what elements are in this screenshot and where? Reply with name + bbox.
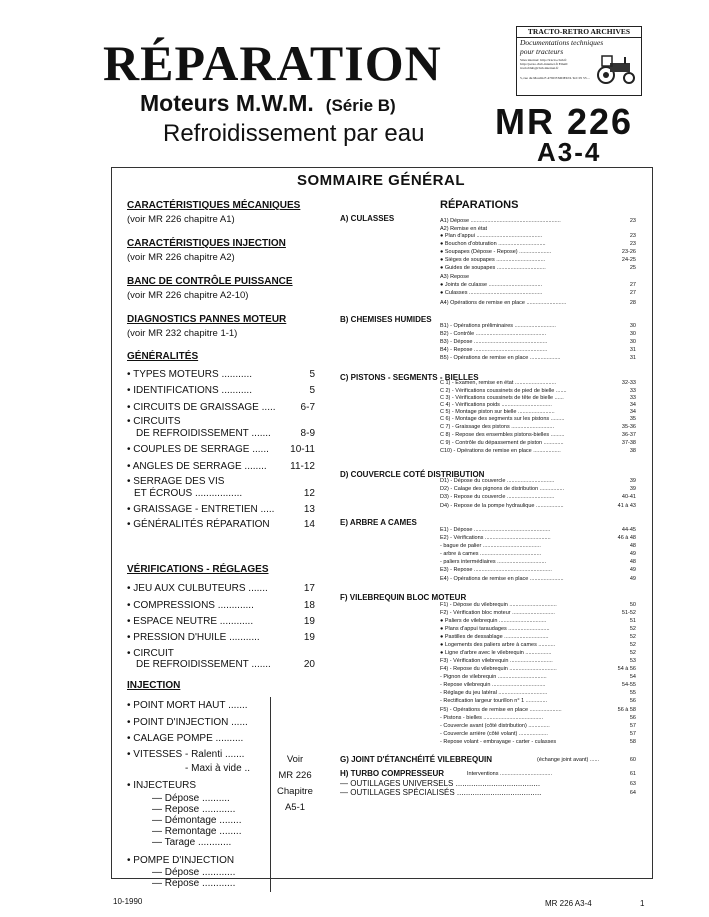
- voir-line: Voir: [286, 754, 304, 765]
- section-g-page: 60: [629, 757, 636, 763]
- voir-line: Chapitre: [277, 786, 313, 797]
- inj-item: — Démontage ........: [152, 815, 242, 826]
- inj-item: • POINT MORT HAUT .......: [127, 700, 248, 711]
- toc-entry: D4) - Repose de la pompe hydraulique ..................: [440, 503, 564, 509]
- toc-page: 41 à 43: [617, 503, 636, 509]
- toc-entry: - Couvercle avant (côté distribution) ..............: [440, 723, 550, 729]
- toc-entry: C 1) - Examen, remise en état ...........................: [440, 380, 557, 386]
- toc-page: 44-45: [621, 527, 636, 533]
- gen-item-cont: ET ÉCROUS .................: [134, 488, 243, 499]
- banc-heading: BANC DE CONTRÔLE PUISSANCE: [127, 276, 293, 287]
- section-h-page: 61: [629, 771, 636, 777]
- toc-entry: B1) - Opérations préliminaires ...........................: [440, 323, 556, 329]
- outil2-page: 64: [629, 790, 636, 796]
- toc-page: 46 à 48: [617, 535, 636, 541]
- inj-item: — Remontage ........: [152, 826, 242, 837]
- toc-entry: ● Pastilles de dessablage .............................: [440, 634, 549, 640]
- toc-entry: - Couvercle arrière (côté volant) ...................: [440, 731, 548, 737]
- toc-page: 30: [629, 323, 636, 329]
- section-h-title: H) TURBO COMPRESSEUR: [340, 769, 445, 778]
- toc-page: 27: [629, 290, 636, 296]
- caract-inj-heading: CARACTÉRISTIQUES INJECTION: [127, 238, 286, 249]
- inj-item: — Tarage ............: [152, 837, 232, 848]
- toc-entry: C 6) - Montage des segments sur les pistons .........: [440, 416, 565, 422]
- caract-inj-ref: (voir MR 226 chapitre A2): [127, 252, 235, 263]
- toc-entry: F1) - Dépose du vilebrequin ...............................: [440, 602, 557, 608]
- toc-page: 35-36: [621, 424, 636, 430]
- caract-meca-ref: (voir MR 226 chapitre A1): [127, 214, 235, 225]
- toc-page: 25: [629, 265, 636, 271]
- inj-item: - Maxi à vide ..: [185, 763, 251, 774]
- section-g-title: G) JOINT D'ÉTANCHÉITÉ VILEBREQUIN: [340, 755, 492, 764]
- toc-page: 48: [629, 559, 636, 565]
- injection-heading: INJECTION: [127, 680, 181, 691]
- toc-page: 37-38: [621, 440, 636, 446]
- gen-item: • CIRCUITS DE GRAISSAGE .....: [127, 402, 276, 413]
- toc-title: SOMMAIRE GÉNÉRAL: [296, 172, 465, 189]
- tractor-icon: [596, 51, 638, 85]
- toc-page: 58: [629, 739, 636, 745]
- toc-page: 39: [629, 478, 636, 484]
- inj-item: — Dépose ..........: [152, 793, 230, 804]
- verif-page: 20: [303, 659, 315, 670]
- toc-entry: B2) - Contrôle ..............................................: [440, 331, 547, 337]
- toc-entry: - arbre à cames ........................................: [440, 551, 542, 557]
- verif-page: 19: [303, 616, 315, 627]
- toc-page: 23: [629, 241, 636, 247]
- toc-page: 32-33: [621, 380, 636, 386]
- section-title: C) PISTONS - SEGMENTS - BIELLES: [340, 373, 479, 382]
- outillages-universels: — OUTILLAGES UNIVERSELS ......................................: [340, 779, 541, 788]
- gen-page: 8-9: [300, 428, 315, 439]
- injection-brace: [268, 697, 271, 892]
- toc-entry: - paliers intermédiaires ................................: [440, 559, 547, 565]
- gen-page: 11-12: [290, 461, 315, 472]
- toc-entry: A2) Remise en état: [440, 226, 488, 232]
- gen-page: 6-7: [300, 402, 315, 413]
- toc-page: 28: [629, 300, 636, 306]
- gen-page: 5: [309, 369, 315, 380]
- toc-page: 54: [629, 674, 636, 680]
- toc-entry: - Réglage du jeu latéral ................................: [440, 690, 548, 696]
- verif-item: • PRESSION D'HUILE ...........: [127, 632, 260, 643]
- toc-page: 35: [629, 416, 636, 422]
- toc-page: 24-25: [621, 257, 636, 263]
- toc-page: 55: [629, 690, 636, 696]
- page-title: RÉPARATION: [103, 35, 442, 91]
- verif-page: 19: [303, 632, 315, 643]
- toc-entry: - Rectification largeur tourillon n° 1 ..............: [440, 698, 548, 704]
- gen-item: • COUPLES DE SERRAGE ......: [127, 444, 269, 455]
- diag-heading: DIAGNOSTICS PANNES MOTEUR: [127, 314, 287, 325]
- section-title: F) VILEBREQUIN BLOC MOTEUR: [340, 593, 467, 602]
- toc-entry: D3) - Repose du couvercle ...............................: [440, 494, 555, 500]
- cooling-subtitle: Refroidissement par eau: [163, 120, 425, 147]
- toc-entry: E2) - Vérifications ...........................................: [440, 535, 551, 541]
- outillages-specialises: — OUTILLAGES SPÉCIALISÉS ......................................: [340, 788, 542, 797]
- manual-code: MR 226: [495, 101, 634, 142]
- voir-line: A5-1: [284, 802, 306, 813]
- toc-entry: ● Plan d'appui ...........................................: [440, 233, 543, 239]
- toc-entry: ● Joints de culasse ...................................: [440, 282, 543, 288]
- toc-entry: F5) - Opérations de remise en place .....................: [440, 707, 562, 713]
- gen-item: • GÉNÉRALITÉS RÉPARATION: [127, 519, 270, 530]
- toc-page: 56 à 58: [617, 707, 636, 713]
- series-label: (Série B): [325, 96, 396, 115]
- inj-item: — Dépose ............: [152, 867, 236, 878]
- toc-page: 50: [629, 602, 636, 608]
- verif-item: • CIRCUIT: [127, 648, 174, 659]
- toc-page: 49: [629, 551, 636, 557]
- gen-page: 14: [303, 519, 315, 530]
- section-title: A) CULASSES: [340, 214, 395, 223]
- toc-page: 31: [629, 347, 636, 353]
- toc-entry: ● Paliers de vilebrequin ...............................: [440, 618, 547, 624]
- toc-entry: B3) - Dépose ................................................: [440, 339, 548, 345]
- inj-item: • POINT D'INJECTION ......: [127, 717, 248, 728]
- toc-page: 54 à 56: [617, 666, 636, 672]
- gen-item: • TYPES MOTEURS ...........: [127, 369, 253, 380]
- toc-page: 33: [629, 395, 636, 401]
- verif-item: • JEU AUX CULBUTEURS .......: [127, 583, 268, 594]
- toc-entry: B5) - Opérations de remise en place ....................: [440, 355, 561, 361]
- toc-entry: - Repose vilebrequin ...................................: [440, 682, 546, 688]
- generalites-heading: GÉNÉRALITÉS: [127, 351, 199, 362]
- toc-entry: - Pignon de vilebrequin ................................: [440, 674, 547, 680]
- toc-entry: C 2) - Vérifications coussinets de pied de bielle .......: [440, 388, 567, 394]
- gen-page: 5: [309, 385, 315, 396]
- toc-entry: C 8) - Repose des ensembles pistons-bielles .........: [440, 432, 565, 438]
- voir-note: [275, 752, 315, 816]
- toc-page: 51: [629, 618, 636, 624]
- verif-page: 17: [303, 583, 315, 594]
- toc-entry: C 7) - Graissage des pistons ............................: [440, 424, 555, 430]
- inj-item: • VITESSES - Ralenti .......: [127, 749, 245, 760]
- toc-entry: F3) - Vérification vilebrequin ............................: [440, 658, 553, 664]
- voir-line: MR 226: [278, 770, 312, 781]
- toc-entry: E3) - Repose ...................................................: [440, 567, 552, 573]
- toc-page: 23: [629, 218, 636, 224]
- toc-entry: ● Logements des paliers arbre à cames ...........: [440, 642, 556, 648]
- toc-entry: ● Plans d'appui taraudages ...........................: [440, 626, 550, 632]
- footer-date: 10-1990: [113, 897, 143, 906]
- toc-page: 27: [629, 282, 636, 288]
- toc-page: 31: [629, 355, 636, 361]
- gen-page: 10-11: [290, 444, 315, 455]
- toc-page: 56: [629, 715, 636, 721]
- toc-page: 52: [629, 634, 636, 640]
- toc-page: 52: [629, 650, 636, 656]
- inj-item: • INJECTEURS: [127, 780, 197, 791]
- gen-item: • SERRAGE DES VIS: [127, 476, 225, 487]
- toc-page: 33: [629, 388, 636, 394]
- verif-item: • ESPACE NEUTRE ............: [127, 616, 254, 627]
- toc-entry: ● Guides de soupapes ................................: [440, 265, 546, 271]
- engine-subtitle: [140, 90, 396, 119]
- toc-page: 30: [629, 339, 636, 345]
- inj-item: • CALAGE POMPE ..........: [127, 733, 244, 744]
- verif-heading: VÉRIFICATIONS - RÉGLAGES: [127, 564, 269, 575]
- section-title: D) COUVERCLE COTÉ DISTRIBUTION: [340, 470, 485, 479]
- gen-item: • GRAISSAGE - ENTRETIEN .....: [127, 504, 275, 515]
- toc-page: 23: [629, 233, 636, 239]
- toc-entry: E1) - Dépose ..................................................: [440, 527, 551, 533]
- toc-entry: - bague de palier ......................................: [440, 543, 541, 549]
- section-title: B) CHEMISES HUMIDES: [340, 315, 432, 324]
- toc-page: 57: [629, 731, 636, 737]
- toc-entry: E4) - Opérations de remise en place ......................: [440, 576, 564, 582]
- outil1-page: 63: [629, 781, 636, 787]
- section-title: E) ARBRE A CAMES: [340, 518, 417, 527]
- section-g-note: (échange joint avant) ......: [537, 757, 600, 763]
- manual-subcode: A3-4: [537, 137, 602, 167]
- inj-item: • POMPE D'INJECTION: [127, 855, 235, 866]
- caract-meca-heading: CARACTÉRISTIQUES MÉCANIQUES: [127, 200, 301, 211]
- toc-entry: ● Soupapes (Dépose - Repose) .....................: [440, 249, 552, 255]
- toc-entry: F4) - Repose du vilebrequin ...............................: [440, 666, 557, 672]
- toc-entry: - Pistons - bielles .......................................: [440, 715, 543, 721]
- toc-entry: C10) - Opérations de remise en place ..................: [440, 448, 561, 454]
- toc-entry: C 3) - Vérifications coussinets de tête de bielle ......: [440, 395, 564, 401]
- toc-page: 53: [629, 658, 636, 664]
- toc-page: 39: [629, 486, 636, 492]
- toc-page: 57: [629, 723, 636, 729]
- verif-page: 18: [303, 600, 315, 611]
- toc-entry: A3) Repose: [440, 274, 470, 280]
- toc-page: 23-26: [621, 249, 636, 255]
- toc-entry: D2) - Calage des pignons de distribution ................: [440, 486, 565, 492]
- verif-item-cont: DE REFROIDISSEMENT .......: [136, 659, 271, 670]
- gen-item-cont: DE REFROIDISSEMENT .......: [136, 428, 271, 439]
- toc-entry: B4) - Repose ................................................: [440, 347, 548, 353]
- section-h-note: Interventions ..................................: [467, 771, 552, 777]
- inj-item: — Repose ............: [152, 804, 236, 815]
- toc-page: 52: [629, 642, 636, 648]
- toc-entry: F2) - Vérification bloc moteur ............................: [440, 610, 555, 616]
- stamp-line2: pour tracteurs: [520, 47, 564, 56]
- banc-ref: (voir MR 226 chapitre A2-10): [127, 290, 249, 301]
- toc-page: 52: [629, 626, 636, 632]
- toc-page: 34: [629, 409, 636, 415]
- toc-entry: C 9) - Contrôle du dépassement de piston .............: [440, 440, 564, 446]
- gen-item: • CIRCUITS: [127, 416, 181, 427]
- diag-ref: (voir MR 232 chapitre 1-1): [127, 328, 238, 339]
- toc-entry: C 5) - Montage piston sur bielle ........................: [440, 409, 555, 415]
- gen-page: 12: [303, 488, 315, 499]
- toc-entry: - Repose volant - embrayage - carter - culasses: [440, 739, 557, 745]
- stamp-sites: Sites internet: http://tracto.club.fr http://perso.club-internet.fr Email: tractoblub@club-internet.fr: [520, 58, 569, 71]
- archive-stamp: [516, 26, 642, 96]
- footer-ref: MR 226 A3-4: [545, 899, 592, 908]
- gen-item: • IDENTIFICATIONS ...........: [127, 385, 252, 396]
- toc-page: 40-41: [621, 494, 636, 500]
- reparations-heading: RÉPARATIONS: [440, 199, 519, 211]
- toc-page: 49: [629, 576, 636, 582]
- toc-page: 49: [629, 567, 636, 573]
- toc-entry: A1) Dépose ...........................................................: [440, 218, 561, 224]
- toc-page: 38: [629, 448, 636, 454]
- toc-entry: C 4) - Vérifications poids .................................: [440, 402, 552, 408]
- toc-entry: D1) - Dépose du couvercle ...............................: [440, 478, 555, 484]
- toc-entry: A4) Opérations de remise en place ..........................: [440, 300, 567, 306]
- toc-entry: ● Ligne d'arbre avec le vilebrequin .................: [440, 650, 552, 656]
- stamp-name: TRACTO-RETRO ARCHIVES: [517, 27, 641, 38]
- toc-page: 54-55: [621, 682, 636, 688]
- toc-page: 30: [629, 331, 636, 337]
- toc-page: 56: [629, 698, 636, 704]
- toc-entry: ● Sièges de soupapes ................................: [440, 257, 546, 263]
- footer-page: 1: [640, 899, 645, 908]
- stamp-line1: Documentations techniques: [520, 38, 604, 47]
- inj-item: — Repose ............: [152, 878, 236, 889]
- stamp-address: 5, rue du Moulin F-4790 EXIDEUIL Tel: 05 53 ...: [520, 75, 591, 80]
- toc-page: 48: [629, 543, 636, 549]
- toc-page: 34: [629, 402, 636, 408]
- toc-entry: ● Culasses ................................................: [440, 290, 543, 296]
- gen-page: 13: [303, 504, 315, 515]
- toc-page: 36-37: [621, 432, 636, 438]
- verif-item: • COMPRESSIONS .............: [127, 600, 254, 611]
- toc-entry: ● Bouchon d'obturation ...............................: [440, 241, 546, 247]
- gen-item: • ANGLES DE SERRAGE ........: [127, 461, 267, 472]
- engine-name: Moteurs M.W.M.: [140, 90, 314, 116]
- toc-page: 51-52: [621, 610, 636, 616]
